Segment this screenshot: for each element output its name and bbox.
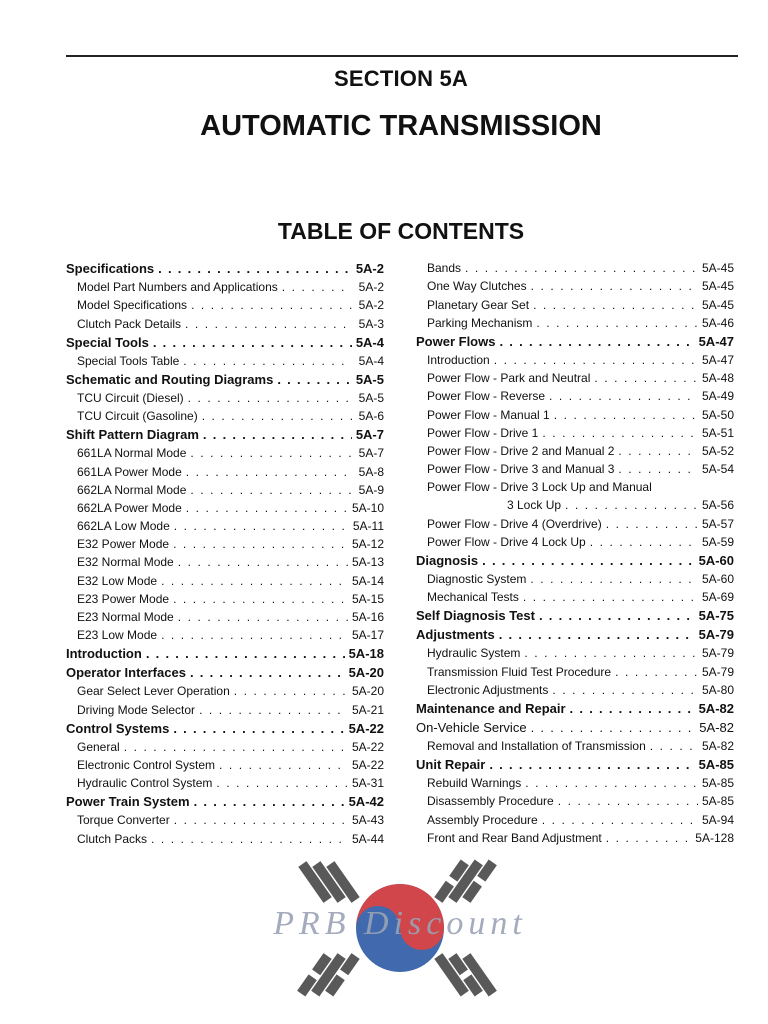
toc-entry	[66, 515, 384, 533]
toc-entry-page: 5A-47	[698, 333, 734, 349]
dot-leader	[186, 465, 352, 479]
toc-entry	[66, 460, 384, 478]
toc-entry	[66, 257, 384, 276]
toc-entry-page: 5A-17	[351, 628, 384, 643]
toc-entry	[416, 403, 734, 421]
toc-entry-page: 5A-3	[358, 316, 384, 331]
toc-entry	[66, 754, 384, 772]
toc-entry	[416, 808, 734, 826]
dot-leader	[158, 261, 352, 276]
toc-entry-page: 5A-15	[351, 591, 384, 606]
toc-entry-label: Rebuild Warnings	[427, 776, 522, 791]
toc-entry-label: Operator Interfaces	[66, 665, 186, 681]
dot-leader	[174, 519, 349, 533]
toc-entry-page: 5A-80	[701, 682, 734, 697]
toc-entry	[416, 623, 734, 642]
toc-entry-page: 5A-79	[698, 627, 734, 643]
toc-entry-page: 5A-22	[351, 757, 384, 772]
toc-entry	[66, 642, 384, 661]
toc-entry-label: General	[77, 739, 120, 754]
toc-entry	[66, 698, 384, 716]
toc-entry-page: 5A-52	[701, 443, 734, 458]
toc-entry	[416, 257, 734, 275]
dot-leader	[489, 757, 694, 772]
dot-leader	[494, 353, 698, 367]
toc-entry-label: Power Train System	[66, 794, 190, 810]
toc-entry-label: E23 Power Mode	[77, 591, 170, 606]
toc-entry-page: 5A-43	[351, 813, 384, 828]
toc-entry	[66, 680, 384, 698]
toc-entry	[66, 276, 384, 294]
toc-entry-label: Power Flow - Reverse	[427, 389, 546, 404]
toc-entry	[416, 735, 734, 753]
toc-entry	[416, 697, 734, 716]
toc-entry-page: 5A-82	[701, 738, 734, 753]
dot-leader	[277, 372, 351, 387]
dot-leader	[151, 832, 348, 846]
toc-entry-label: Transmission Fluid Test Procedure	[427, 664, 612, 679]
toc-entry-label: Torque Converter	[77, 813, 170, 828]
toc-entry-label: Clutch Pack Details	[77, 316, 182, 331]
toc-entry-page: 5A-45	[701, 297, 734, 312]
toc-entry	[416, 349, 734, 367]
toc-entry-label: Shift Pattern Diagram	[66, 427, 199, 443]
toc-entry-label: Parking Mechanism	[427, 315, 533, 330]
dot-leader	[606, 831, 692, 845]
toc-entry	[66, 331, 384, 350]
toc-entry-label: Power Flow - Drive 1	[427, 425, 539, 440]
dot-leader	[219, 758, 348, 772]
toc-entry-label: Electronic Adjustments	[427, 682, 549, 697]
toc-entry-page: 5A-59	[701, 534, 734, 549]
toc-entry	[416, 531, 734, 549]
toc-entry	[416, 790, 734, 808]
dot-leader	[618, 444, 698, 458]
toc-entry-page: 5A-12	[351, 537, 384, 552]
toc-entry-page: 5A-48	[701, 371, 734, 386]
toc-entry-page: 5A-20	[348, 665, 384, 681]
toc-right-column	[416, 257, 734, 845]
dot-leader	[173, 592, 348, 606]
toc-entry-label: Control Systems	[66, 720, 170, 736]
dot-leader	[178, 555, 348, 569]
toc-entry	[416, 604, 734, 623]
toc-entry-page: 5A-44	[351, 831, 384, 846]
toc-entry-label: 3 Lock Up	[507, 498, 562, 513]
toc-entry	[66, 606, 384, 624]
dot-leader	[542, 426, 698, 440]
toc-entry-page: 5A-50	[701, 407, 734, 422]
trigram-top-right	[434, 859, 497, 902]
toc-entry	[416, 642, 734, 660]
dot-leader	[190, 483, 352, 497]
toc-entry-label: Special Tools Table	[77, 353, 180, 368]
toc-entry	[66, 368, 384, 387]
toc-entry-page: 5A-31	[351, 776, 384, 791]
dot-leader	[161, 628, 348, 642]
section-number: SECTION 5A	[333, 66, 469, 91]
dot-leader	[188, 391, 352, 405]
toc-entry	[66, 497, 384, 515]
toc-entry-label: Electronic Control System	[77, 757, 216, 772]
toc-entry-page: 5A-79	[701, 664, 734, 679]
toc-entry-page: 5A-42	[348, 794, 384, 810]
toc-entry-label: E32 Power Mode	[77, 537, 170, 552]
toc-entry-page: 5A-75	[698, 608, 734, 624]
toc-entry	[66, 717, 384, 736]
toc-entry-page: 5A-2	[355, 261, 384, 276]
toc-entry	[416, 772, 734, 790]
toc-entry-label: Adjustments	[416, 627, 495, 643]
toc-entry	[416, 293, 734, 311]
toc-entry	[66, 533, 384, 551]
dot-leader	[124, 740, 348, 754]
toc-entry	[416, 440, 734, 458]
toc-entry-label: One Way Clutches	[427, 279, 527, 294]
toc-entry	[416, 549, 734, 568]
toc-entry	[416, 458, 734, 476]
dot-leader	[554, 408, 698, 422]
toc-entry-label: Introduction	[66, 646, 142, 662]
toc-entry-label: Model Specifications	[77, 298, 188, 313]
dot-leader	[190, 446, 352, 460]
toc-entry-page: 5A-85	[698, 756, 734, 772]
trigram-bottom-right	[434, 953, 497, 996]
toc-entry-page: 5A-9	[358, 482, 384, 497]
dot-leader	[153, 335, 352, 350]
toc-entry-page: 5A-2	[358, 280, 384, 295]
dot-leader	[542, 813, 698, 827]
toc-entry-page: 5A-5	[355, 371, 384, 387]
toc-entry	[416, 385, 734, 403]
dot-leader	[173, 721, 344, 736]
toc-entry-page: 5A-79	[701, 646, 734, 661]
toc-entry-page: 5A-10	[351, 500, 384, 515]
toc-entry-label: On-Vehicle Service	[416, 719, 527, 735]
dot-leader	[606, 517, 698, 531]
dot-leader	[565, 498, 698, 512]
dot-leader	[465, 261, 698, 275]
toc-entry-page: 5A-5	[358, 390, 384, 405]
toc-entry-label: Special Tools	[66, 334, 149, 350]
toc-entry-page: 5A-7	[355, 427, 384, 443]
toc-entry-label: 662LA Low Mode	[77, 519, 170, 534]
toc-left-column	[66, 257, 384, 846]
toc-entry-label: Driving Mode Selector	[77, 702, 196, 717]
toc-entry-page: 5A-22	[351, 739, 384, 754]
dot-leader	[482, 553, 694, 568]
toc-entry-page: 5A-2	[358, 298, 384, 313]
toc-entry	[66, 736, 384, 754]
toc-entry-page: 5A-14	[351, 573, 384, 588]
trigram-bottom-left	[297, 953, 360, 996]
toc-entry-label: Power Flow - Park and Neutral	[427, 371, 591, 386]
toc-entry	[66, 350, 384, 368]
toc-entry	[66, 479, 384, 497]
dot-leader	[185, 317, 352, 331]
toc-entry-label: TCU Circuit (Gasoline)	[77, 409, 198, 424]
toc-entry-page: 5A-49	[701, 389, 734, 404]
toc-entry	[66, 312, 384, 330]
toc-entry-page: 5A-13	[351, 555, 384, 570]
toc-entry	[66, 551, 384, 569]
toc-entry-label: E32 Normal Mode	[77, 555, 174, 570]
toc-entry-label: Front and Rear Band Adjustment	[427, 830, 602, 845]
toc-entry	[416, 753, 734, 772]
toc-entry-label: Schematic and Routing Diagrams	[66, 371, 274, 387]
toc-entry	[66, 387, 384, 405]
toc-entry	[66, 442, 384, 460]
dot-leader	[194, 794, 345, 809]
toc-entry-page: 5A-46	[701, 315, 734, 330]
toc-entry-page: 5A-82	[699, 719, 734, 735]
toc-entry-page: 5A-18	[348, 646, 384, 662]
toc-entry-label: Introduction	[427, 352, 490, 367]
toc-entry	[416, 568, 734, 586]
toc-entry-label: Power Flow - Manual 1	[427, 407, 550, 422]
dot-leader	[499, 627, 695, 642]
dot-leader	[524, 646, 698, 660]
section-title: AUTOMATIC TRANSMISSION	[200, 110, 602, 142]
dot-leader	[234, 684, 348, 698]
dot-leader	[161, 574, 348, 588]
toc-entry	[416, 422, 734, 440]
toc-entry-label: TCU Circuit (Diesel)	[77, 390, 184, 405]
toc-entry-label: Gear Select Lever Operation	[77, 684, 230, 699]
toc-entry-label: Mechanical Tests	[427, 590, 519, 605]
toc-entry-page: 5A-4	[355, 334, 384, 350]
toc-entry	[416, 586, 734, 604]
dot-leader	[552, 683, 698, 697]
toc-entry	[416, 367, 734, 385]
toc-entry-page: 5A-94	[701, 812, 734, 827]
dot-leader	[539, 608, 695, 623]
toc-entry-label: Bands	[427, 261, 462, 276]
dot-leader	[530, 572, 698, 586]
toc-entry	[66, 827, 384, 845]
toc-entry	[66, 790, 384, 809]
toc-entry-page: 5A-54	[701, 462, 734, 477]
toc-entry-label: Power Flow - Drive 3 and Manual 3	[427, 462, 615, 477]
dot-leader	[190, 665, 345, 680]
toc-entry-page: 5A-82	[698, 700, 734, 716]
toc-entry-label: Hydraulic Control System	[77, 776, 213, 791]
toc-entry-page: 5A-21	[351, 702, 384, 717]
toc-entry-label: Unit Repair	[416, 756, 486, 772]
toc-entry-page: 5A-47	[701, 352, 734, 367]
dot-leader	[549, 389, 698, 403]
toc-entry-page: 5A-45	[701, 279, 734, 294]
toc-entry	[66, 405, 384, 423]
toc-entry-label: 662LA Normal Mode	[77, 482, 187, 497]
toc-entry-label: E32 Low Mode	[77, 573, 158, 588]
watermark-logo	[240, 852, 560, 1012]
toc-entry-label: 661LA Normal Mode	[77, 446, 187, 461]
toc-entry	[416, 330, 734, 349]
toc-entry-page: 5A-60	[701, 572, 734, 586]
dot-leader	[590, 535, 698, 549]
dot-leader	[183, 354, 352, 368]
toc-entry-label: Power Flow - Drive 4 (Overdrive)	[427, 516, 602, 531]
toc-entry-label: Diagnosis	[416, 552, 479, 568]
dot-leader	[216, 776, 348, 790]
dot-leader	[282, 280, 352, 294]
toc-entry-page: 5A-4	[358, 353, 384, 368]
toc-entry	[416, 275, 734, 293]
toc-entry-label: Planetary Gear Set	[427, 297, 530, 312]
toc-entry-label: Hydraulic System	[427, 646, 521, 661]
toc-entry-page: 5A-22	[348, 720, 384, 736]
toc-entry-label: Maintenance and Repair	[416, 700, 566, 716]
dot-leader	[173, 537, 348, 551]
toc-entry-label: E23 Normal Mode	[77, 610, 174, 624]
dot-leader	[178, 610, 348, 624]
toc-entry-label: Model Part Numbers and Applications	[77, 280, 278, 295]
toc-entry-page: 5A-57	[701, 516, 734, 531]
dot-leader	[618, 462, 698, 476]
dot-leader	[615, 665, 698, 679]
dot-leader	[531, 720, 696, 735]
toc-entry-page: 5A-56	[701, 498, 734, 513]
toc-entry	[66, 772, 384, 790]
toc-entry-label: 661LA Power Mode	[77, 464, 182, 479]
watermark-text: PRB Discount	[273, 905, 527, 942]
dot-leader	[174, 813, 348, 827]
dot-leader	[594, 371, 698, 385]
dot-leader	[570, 701, 695, 716]
toc-entry-label: Assembly Procedure	[427, 812, 538, 827]
dot-leader	[202, 409, 352, 423]
dot-leader	[523, 590, 698, 604]
dot-leader	[536, 316, 698, 330]
dot-leader	[525, 776, 698, 790]
toc-entry-label: Diagnostic System	[427, 572, 527, 586]
toc-entry-page: 5A-69	[701, 590, 734, 605]
toc-entry-page: 5A-60	[698, 552, 734, 568]
toc-entry-page: 5A-7	[358, 446, 384, 461]
top-rule	[66, 55, 738, 57]
toc-entry	[416, 512, 734, 530]
toc-entry-page: 5A-51	[701, 425, 734, 440]
toc-entry-page: 5A-16	[351, 610, 384, 624]
toc-entry	[416, 494, 734, 512]
toc-entry-label: Disassembly Procedure	[427, 794, 554, 809]
toc-heading: TABLE OF CONTENTS	[277, 218, 525, 244]
toc-entry-page: 5A-85	[701, 776, 734, 791]
toc-entry-page: 5A-11	[352, 519, 384, 534]
dot-leader	[650, 739, 698, 753]
toc-entry-page: 5A-20	[351, 684, 384, 699]
toc-entry-label: E23 Low Mode	[77, 628, 158, 643]
toc-entry-page: 5A-85	[701, 794, 734, 809]
toc-entry-label: Power Flow - Drive 2 and Manual 2	[427, 443, 615, 458]
trigram-top-left	[298, 861, 359, 903]
toc-entry-label: Power Flow - Drive 3 Lock Up and Manual	[427, 480, 652, 495]
toc-entry	[66, 809, 384, 827]
toc-entry-label: Power Flows	[416, 333, 496, 349]
dot-leader	[146, 646, 345, 661]
dot-leader	[558, 794, 698, 808]
toc-entry-label: Specifications	[66, 261, 155, 276]
toc-entry	[416, 716, 734, 735]
toc-entry-label: Self Diagnosis Test	[416, 608, 535, 624]
dot-leader	[203, 427, 352, 442]
dot-leader	[499, 334, 694, 349]
dot-leader	[531, 279, 698, 293]
toc-entry	[416, 660, 734, 678]
toc-entry	[416, 312, 734, 330]
toc-entry-page: 5A-6	[358, 409, 384, 424]
toc-entry	[416, 827, 734, 845]
toc-entry-label: 662LA Power Mode	[77, 500, 182, 515]
toc-entry	[66, 569, 384, 587]
toc-entry-page: 5A-45	[701, 261, 734, 276]
toc-entry-label: Power Flow - Drive 4 Lock Up	[427, 534, 586, 549]
toc-entry-label: Removal and Installation of Transmission	[427, 738, 646, 753]
toc-entry	[66, 661, 384, 680]
toc-entry	[66, 624, 384, 642]
dot-leader	[533, 298, 698, 312]
toc-entry-label: Clutch Packs	[77, 831, 148, 846]
toc-entry	[416, 679, 734, 697]
toc-entry	[66, 588, 384, 606]
dot-leader	[191, 298, 352, 312]
dot-leader	[186, 501, 348, 515]
toc-entry	[66, 294, 384, 312]
toc-entry-page: 5A-8	[358, 464, 384, 479]
toc-entry-page: 5A-128	[695, 830, 734, 845]
toc-entry	[416, 476, 734, 494]
dot-leader	[199, 703, 348, 717]
toc-entry	[66, 423, 384, 442]
